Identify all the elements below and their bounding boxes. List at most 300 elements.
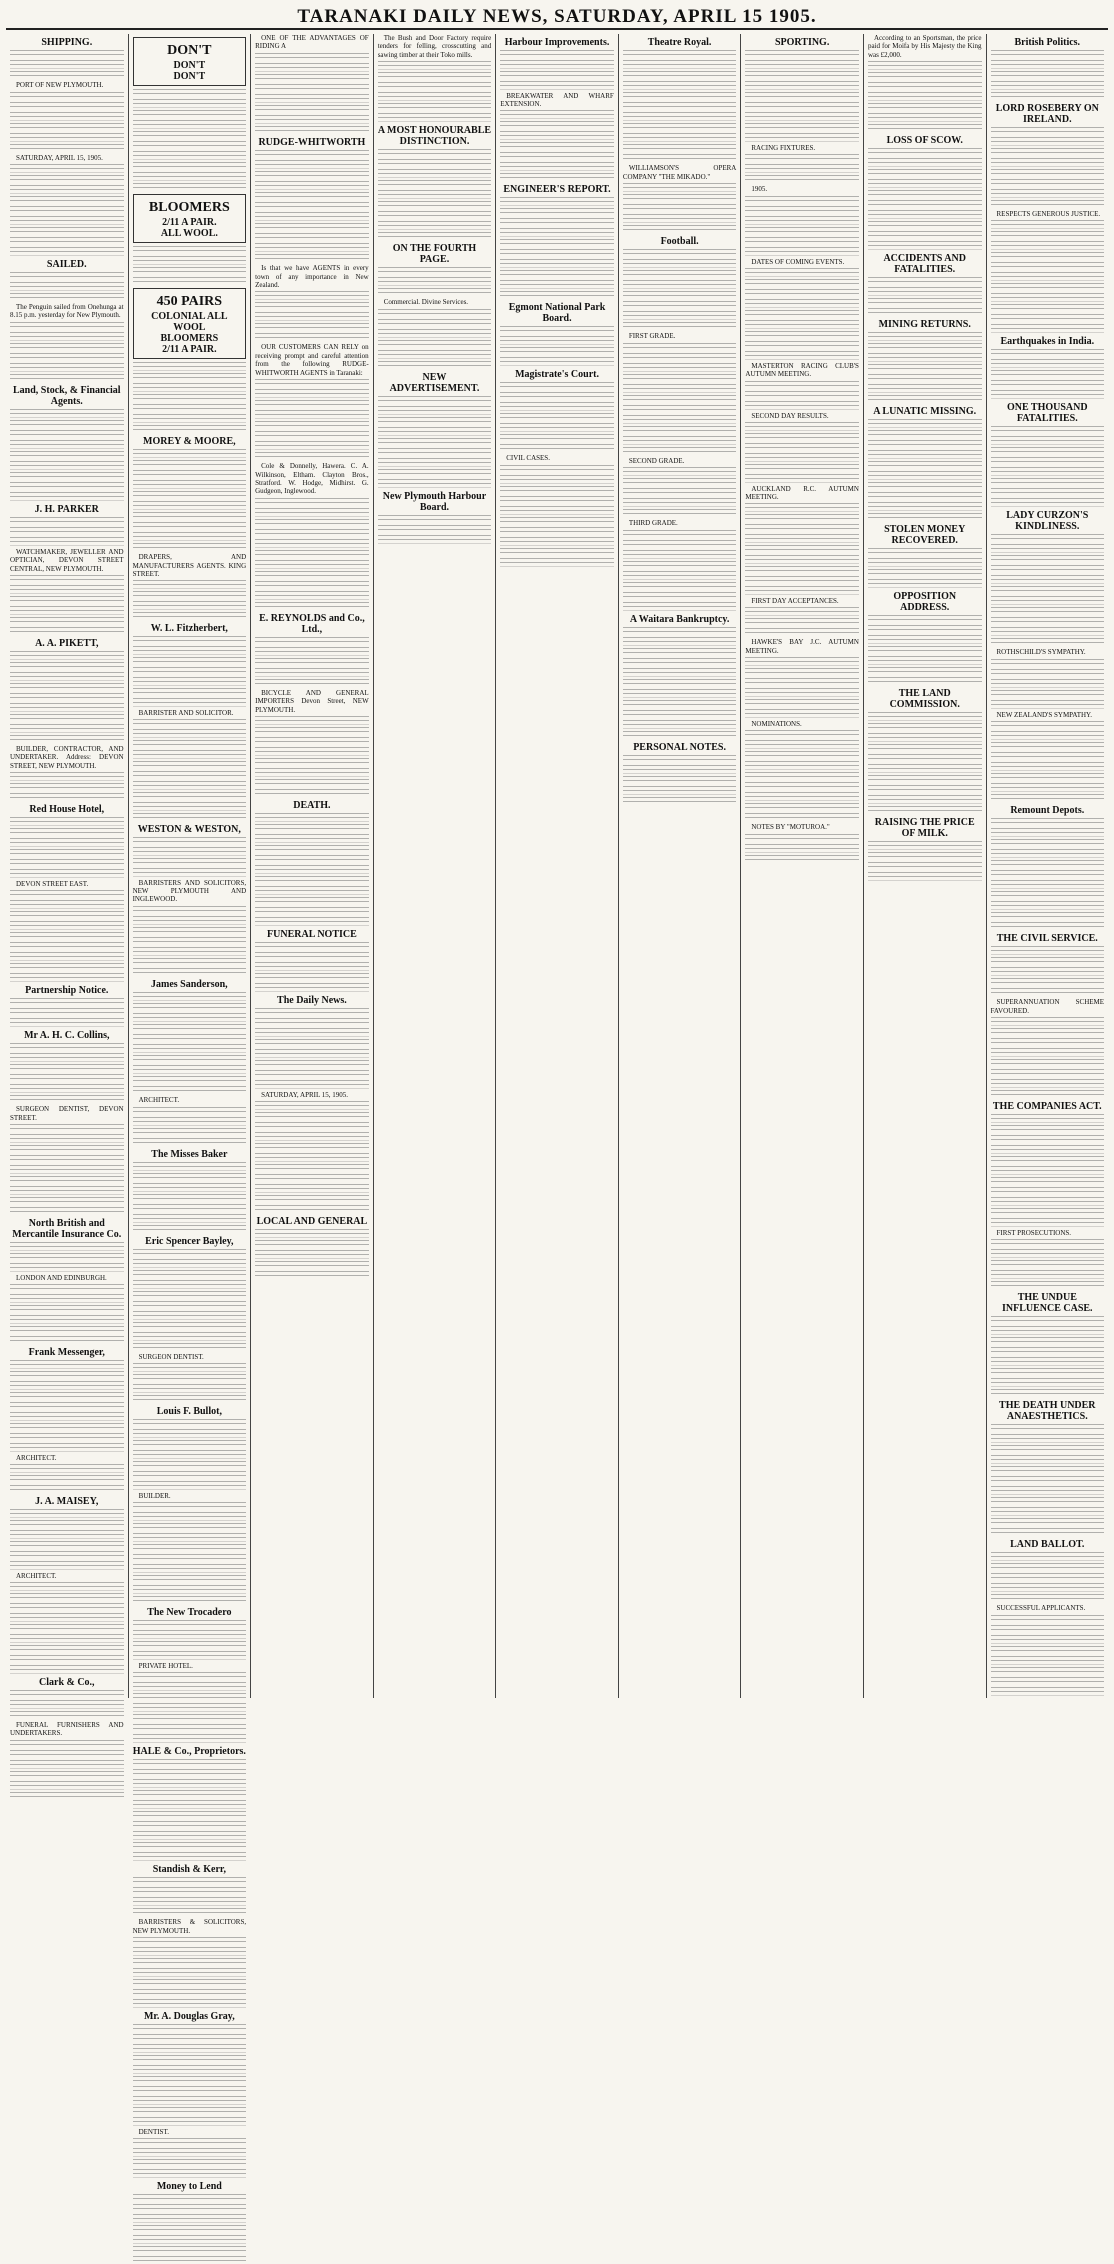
body-copy-texture (133, 1270, 247, 1278)
article-text: LONDON AND EDINBURGH. (16, 1273, 107, 1282)
body-copy-texture (868, 795, 982, 803)
body-copy-texture (10, 869, 124, 877)
body-copy-texture (378, 201, 492, 209)
body-copy-texture (500, 110, 614, 118)
body-copy-texture (745, 555, 859, 563)
body-copy-texture (133, 2117, 247, 2125)
article-text: SUCCESSFUL APPLICANTS. (996, 1604, 1086, 1613)
article-heading: A Waitara Bankruptcy. (629, 613, 730, 625)
body-copy-texture (133, 1440, 247, 1448)
body-copy-texture (255, 1261, 369, 1269)
body-copy-texture (133, 512, 247, 520)
body-copy-texture (623, 71, 737, 79)
body-copy-texture (133, 761, 247, 769)
body-copy-texture (133, 2225, 247, 2233)
body-copy-texture (133, 868, 247, 876)
body-copy-texture (991, 1677, 1105, 1685)
body-copy-texture (991, 1552, 1105, 1560)
body-copy-texture (255, 845, 369, 853)
body-copy-texture (868, 169, 982, 177)
body-copy-texture (500, 444, 614, 452)
body-copy-texture (10, 1284, 124, 1292)
article-text: SECOND DAY RESULTS. (751, 411, 829, 420)
body-copy-texture (991, 1347, 1105, 1355)
body-copy-texture (133, 1968, 247, 1976)
article-heading: Eric Spencer Bayley, (145, 1236, 234, 1248)
body-copy-texture (10, 60, 124, 68)
body-copy-texture (133, 677, 247, 685)
body-copy-texture (868, 287, 982, 295)
body-copy-texture (10, 1242, 124, 1250)
body-copy-texture (378, 113, 492, 121)
article-heading: SPORTING. (774, 37, 830, 48)
body-copy-texture (133, 1419, 247, 1427)
body-copy-texture (623, 259, 737, 267)
body-copy-texture (991, 71, 1105, 79)
body-copy-texture (255, 983, 369, 991)
article-heading: The New Trocadero (147, 1606, 232, 1618)
body-copy-texture (133, 1811, 247, 1819)
body-copy-texture (623, 498, 737, 506)
body-copy-texture (991, 241, 1105, 249)
body-copy-texture (991, 1079, 1105, 1087)
body-copy-texture (10, 1760, 124, 1768)
body-copy-texture (991, 555, 1105, 563)
article-heading: Clark & Co., (39, 1676, 95, 1688)
body-copy-texture (10, 1305, 124, 1313)
body-copy-texture (10, 1634, 124, 1642)
body-copy-texture (133, 267, 247, 275)
body-copy-texture (991, 436, 1105, 444)
body-copy-texture (991, 60, 1105, 68)
body-copy-texture (991, 1260, 1105, 1268)
body-copy-texture (991, 1270, 1105, 1278)
body-copy-texture (991, 762, 1105, 770)
article-heading: RUDGE-WHITWORTH (258, 136, 366, 148)
body-copy-texture (255, 1229, 369, 1237)
body-copy-texture (133, 1790, 247, 1798)
body-copy-texture (868, 775, 982, 783)
body-copy-texture (10, 1613, 124, 1621)
body-copy-texture (133, 636, 247, 644)
ad-line: 2/11 A PAIR. (162, 344, 217, 356)
body-copy-texture (991, 783, 1105, 791)
body-copy-texture (623, 144, 737, 152)
body-copy-texture (133, 1013, 247, 1021)
article-heading: Harbour Improvements. (504, 37, 610, 48)
article-heading: Mr A. H. C. Collins, (24, 1029, 110, 1041)
body-copy-texture (991, 1466, 1105, 1474)
body-copy-texture (133, 183, 247, 191)
body-copy-texture (255, 441, 369, 449)
body-copy-texture (133, 425, 247, 433)
body-copy-texture (255, 150, 369, 158)
body-copy-texture (623, 249, 737, 257)
body-copy-texture (991, 457, 1105, 465)
article-text: BARRISTERS & SOLICITORS, NEW PLYMOUTH. (132, 1918, 247, 1935)
body-copy-texture (10, 1008, 124, 1016)
article-heading: LAND BALLOT. (1010, 1539, 1085, 1551)
body-copy-texture (500, 239, 614, 247)
ad-line: COLONIAL ALL WOOL (151, 311, 228, 334)
body-copy-texture (500, 121, 614, 129)
body-copy-texture (991, 293, 1105, 301)
body-copy-texture (255, 126, 369, 134)
article-heading: A MOST HONOURABLE DISTINCTION. (377, 124, 492, 147)
body-copy-texture (10, 50, 124, 58)
body-copy-texture (133, 99, 247, 107)
body-copy-texture (623, 689, 737, 697)
body-copy-texture (991, 1135, 1105, 1143)
body-copy-texture (133, 1630, 247, 1638)
body-copy-texture (10, 998, 124, 1006)
body-copy-texture (991, 1594, 1105, 1602)
article-heading: RAISING THE PRICE OF MILK. (874, 817, 975, 840)
article-text: ARCHITECT. (138, 1096, 180, 1105)
body-copy-texture (745, 782, 859, 790)
body-copy-texture (255, 105, 369, 113)
body-copy-texture (991, 200, 1105, 208)
body-copy-texture (255, 1250, 369, 1258)
body-copy-texture (500, 517, 614, 525)
body-copy-texture (255, 591, 369, 599)
body-copy-texture (255, 907, 369, 915)
body-copy-texture (133, 1429, 247, 1437)
body-copy-texture (868, 806, 982, 814)
body-copy-texture (500, 142, 614, 150)
body-copy-texture (868, 764, 982, 772)
body-copy-texture (133, 2148, 247, 2156)
body-copy-texture (623, 602, 737, 610)
body-copy-texture (991, 922, 1105, 930)
body-copy-texture (133, 1086, 247, 1094)
body-copy-texture (745, 453, 859, 461)
body-copy-texture (500, 291, 614, 299)
body-copy-texture (378, 169, 492, 177)
body-copy-texture (378, 149, 492, 157)
body-copy-texture (133, 1533, 247, 1541)
body-copy-texture (991, 794, 1105, 802)
article-heading: THE DEATH UNDER ANAESTHETICS. (999, 1400, 1096, 1423)
body-copy-texture (378, 180, 492, 188)
body-copy-texture (745, 844, 859, 852)
body-copy-texture (133, 667, 247, 675)
body-copy-texture (133, 1877, 247, 1885)
body-copy-texture (133, 1138, 247, 1146)
body-copy-texture (133, 1461, 247, 1469)
body-copy-texture (133, 1564, 247, 1572)
body-copy-texture (991, 426, 1105, 434)
body-copy-texture (255, 637, 369, 645)
body-copy-texture (10, 617, 124, 625)
article-heading: Mr. A. Douglas Gray, (143, 2010, 235, 2022)
body-copy-texture (991, 901, 1105, 909)
body-copy-texture (10, 1043, 124, 1051)
body-copy-texture (745, 164, 859, 172)
body-copy-texture (500, 382, 614, 390)
article-heading: LORD ROSEBERY ON IRELAND. (995, 102, 1099, 125)
body-copy-texture (10, 227, 124, 235)
body-copy-texture (133, 2055, 247, 2063)
body-copy-texture (991, 659, 1105, 667)
body-copy-texture (133, 1937, 247, 1945)
body-copy-texture (133, 491, 247, 499)
body-copy-texture (10, 1593, 124, 1601)
body-copy-texture (991, 617, 1105, 625)
body-copy-texture (255, 658, 369, 666)
body-copy-texture (500, 259, 614, 267)
article-text: ARCHITECT. (16, 1571, 57, 1580)
body-copy-texture (10, 440, 124, 448)
body-copy-texture (868, 148, 982, 156)
body-copy-texture (10, 527, 124, 535)
column-8 (863, 34, 986, 1698)
body-copy-texture (500, 434, 614, 442)
body-copy-texture (868, 343, 982, 351)
body-copy-texture (991, 1059, 1105, 1067)
article-heading: The Misses Baker (151, 1149, 228, 1161)
body-copy-texture (745, 678, 859, 686)
body-copy-texture (868, 754, 982, 762)
body-copy-texture (868, 277, 982, 285)
body-copy-texture (378, 61, 492, 69)
body-copy-texture (10, 693, 124, 701)
body-copy-texture (745, 422, 859, 430)
body-copy-texture (623, 447, 737, 455)
body-copy-texture (868, 231, 982, 239)
body-copy-texture (10, 672, 124, 680)
body-copy-texture (133, 1301, 247, 1309)
body-copy-texture (133, 362, 247, 370)
body-copy-texture (991, 1187, 1105, 1195)
body-copy-texture (133, 1384, 247, 1392)
body-copy-texture (255, 1132, 369, 1140)
body-copy-texture (623, 311, 737, 319)
body-copy-texture (868, 862, 982, 870)
body-copy-texture (10, 942, 124, 950)
body-copy-texture (991, 575, 1105, 583)
body-copy-texture (133, 1831, 247, 1839)
body-copy-texture (10, 482, 124, 490)
body-copy-texture (623, 102, 737, 110)
body-copy-texture (868, 364, 982, 372)
body-copy-texture (500, 527, 614, 535)
article-text: RESPECTS GENEROUS JUSTICE. (996, 210, 1101, 219)
body-copy-texture (10, 420, 124, 428)
body-copy-texture (10, 1134, 124, 1142)
body-copy-texture (991, 638, 1105, 646)
body-copy-texture (10, 627, 124, 635)
body-copy-texture (623, 270, 737, 278)
body-copy-texture (745, 433, 859, 441)
body-copy-texture (255, 498, 369, 506)
body-copy-texture (255, 1184, 369, 1192)
body-copy-texture (991, 1145, 1105, 1153)
body-copy-texture (10, 585, 124, 593)
body-copy-texture (991, 742, 1105, 750)
body-copy-texture (623, 540, 737, 548)
body-copy-texture (133, 1620, 247, 1628)
body-copy-texture (991, 179, 1105, 187)
body-copy-texture (745, 772, 859, 780)
body-copy-texture (10, 517, 124, 525)
body-copy-texture (868, 210, 982, 218)
body-copy-texture (623, 627, 737, 635)
body-copy-texture (623, 488, 737, 496)
body-copy-texture (378, 232, 492, 240)
body-copy-texture (623, 363, 737, 371)
body-copy-texture (745, 331, 859, 339)
body-copy-texture (133, 2076, 247, 2084)
body-copy-texture (133, 404, 247, 412)
body-copy-texture (745, 607, 859, 615)
article-text: AUCKLAND R.C. AUTUMN MEETING. (745, 484, 859, 501)
body-copy-texture (255, 1039, 369, 1047)
article-text: FIRST GRADE. (628, 332, 676, 341)
body-copy-texture (133, 858, 247, 866)
article-text: Cole & Donnelly, Hawera. C. A. Wilkinson, Eltham. Clayton Bros., Stratford. W. Hodge, Midhirst. G. Gudgeon, Inglewood. (255, 462, 369, 496)
body-copy-texture (255, 679, 369, 687)
body-copy-texture (868, 744, 982, 752)
body-copy-texture (133, 162, 247, 170)
body-copy-texture (133, 1162, 247, 1170)
body-copy-texture (133, 1641, 247, 1649)
body-copy-texture (745, 237, 859, 245)
body-copy-texture (10, 1371, 124, 1379)
body-copy-texture (745, 123, 859, 131)
body-copy-texture (10, 735, 124, 743)
body-copy-texture (991, 1114, 1105, 1122)
body-copy-texture (133, 1958, 247, 1966)
body-copy-texture (133, 837, 247, 845)
body-copy-texture (10, 859, 124, 867)
article-heading: OPPOSITION ADDRESS. (893, 590, 957, 613)
body-copy-texture (10, 1392, 124, 1400)
body-copy-texture (500, 81, 614, 89)
body-copy-texture (745, 50, 859, 58)
body-copy-texture (133, 580, 247, 588)
body-copy-texture (623, 183, 737, 191)
body-copy-texture (133, 1395, 247, 1403)
body-copy-texture (500, 413, 614, 421)
body-copy-texture (623, 550, 737, 558)
body-copy-texture (623, 225, 737, 233)
body-copy-texture (10, 1336, 124, 1344)
body-copy-texture (378, 458, 492, 466)
body-copy-texture (255, 1153, 369, 1161)
body-copy-texture (10, 92, 124, 100)
article-text: SECOND GRADE. (628, 456, 685, 465)
body-copy-texture (378, 267, 492, 275)
body-copy-texture (868, 440, 982, 448)
body-copy-texture (623, 765, 737, 773)
body-copy-texture (378, 361, 492, 369)
body-copy-texture (133, 906, 247, 914)
body-copy-texture (991, 690, 1105, 698)
body-copy-texture (623, 509, 737, 517)
body-copy-texture (10, 683, 124, 691)
body-copy-texture (378, 288, 492, 296)
body-copy-texture (255, 160, 369, 168)
body-copy-texture (133, 460, 247, 468)
body-copy-texture (133, 1887, 247, 1895)
article-text: ROTHSCHILD'S SYMPATHY. (996, 648, 1086, 657)
body-copy-texture (133, 612, 247, 620)
article-text: According to an Sportsman, the price paid for Moifa by His Majesty the King was £2,000. (867, 34, 982, 59)
body-copy-texture (133, 256, 247, 264)
body-copy-texture (991, 1646, 1105, 1654)
article-heading: Partnership Notice. (25, 984, 109, 996)
body-copy-texture (133, 131, 247, 139)
column-9 (986, 34, 1109, 1698)
article-heading: Earthquakes in India. (1000, 335, 1095, 347)
article-text: NOMINATIONS. (751, 719, 802, 728)
body-copy-texture (991, 359, 1105, 367)
article-text: Commercial. Divine Services. (383, 298, 469, 307)
body-copy-texture (378, 277, 492, 285)
body-copy-texture (255, 581, 369, 589)
body-copy-texture (500, 548, 614, 556)
article-heading: A. A. PIKETT, (35, 638, 99, 650)
body-copy-texture (868, 450, 982, 458)
body-copy-texture (255, 758, 369, 766)
body-copy-texture (133, 1897, 247, 1905)
body-copy-texture (10, 1645, 124, 1653)
article-heading: Egmont National Park Board. (508, 302, 606, 325)
body-copy-texture (255, 1028, 369, 1036)
body-copy-texture (991, 50, 1105, 58)
body-copy-texture (10, 1690, 124, 1698)
body-copy-texture (500, 402, 614, 410)
body-copy-texture (991, 1378, 1105, 1386)
body-copy-texture (133, 1769, 247, 1777)
body-copy-texture (378, 319, 492, 327)
body-copy-texture (500, 280, 614, 288)
body-copy-texture (745, 668, 859, 676)
ad-line: ALL WOOL. (160, 227, 218, 239)
body-copy-texture (133, 277, 247, 285)
body-copy-texture (10, 409, 124, 417)
body-copy-texture (745, 196, 859, 204)
body-copy-texture (991, 839, 1105, 847)
body-copy-texture (10, 282, 124, 290)
body-copy-texture (745, 503, 859, 511)
body-copy-texture (623, 582, 737, 590)
body-copy-texture (378, 535, 492, 543)
body-copy-texture (868, 785, 982, 793)
body-copy-texture (623, 301, 737, 309)
body-copy-texture (378, 329, 492, 337)
body-copy-texture (10, 662, 124, 670)
body-copy-texture (623, 426, 737, 434)
body-copy-texture (10, 1711, 124, 1719)
body-copy-texture (745, 740, 859, 748)
body-copy-texture (991, 752, 1105, 760)
body-copy-texture (133, 1450, 247, 1458)
body-copy-texture (133, 1225, 247, 1233)
body-copy-texture (623, 353, 737, 361)
body-copy-texture (255, 410, 369, 418)
body-copy-texture (745, 524, 859, 532)
body-copy-texture (133, 1076, 247, 1084)
body-copy-texture (991, 1563, 1105, 1571)
body-copy-texture (10, 1433, 124, 1441)
body-copy-texture (10, 1781, 124, 1789)
body-copy-texture (133, 1724, 247, 1732)
body-copy-texture (745, 227, 859, 235)
body-copy-texture (255, 1060, 369, 1068)
body-copy-texture (623, 731, 737, 739)
